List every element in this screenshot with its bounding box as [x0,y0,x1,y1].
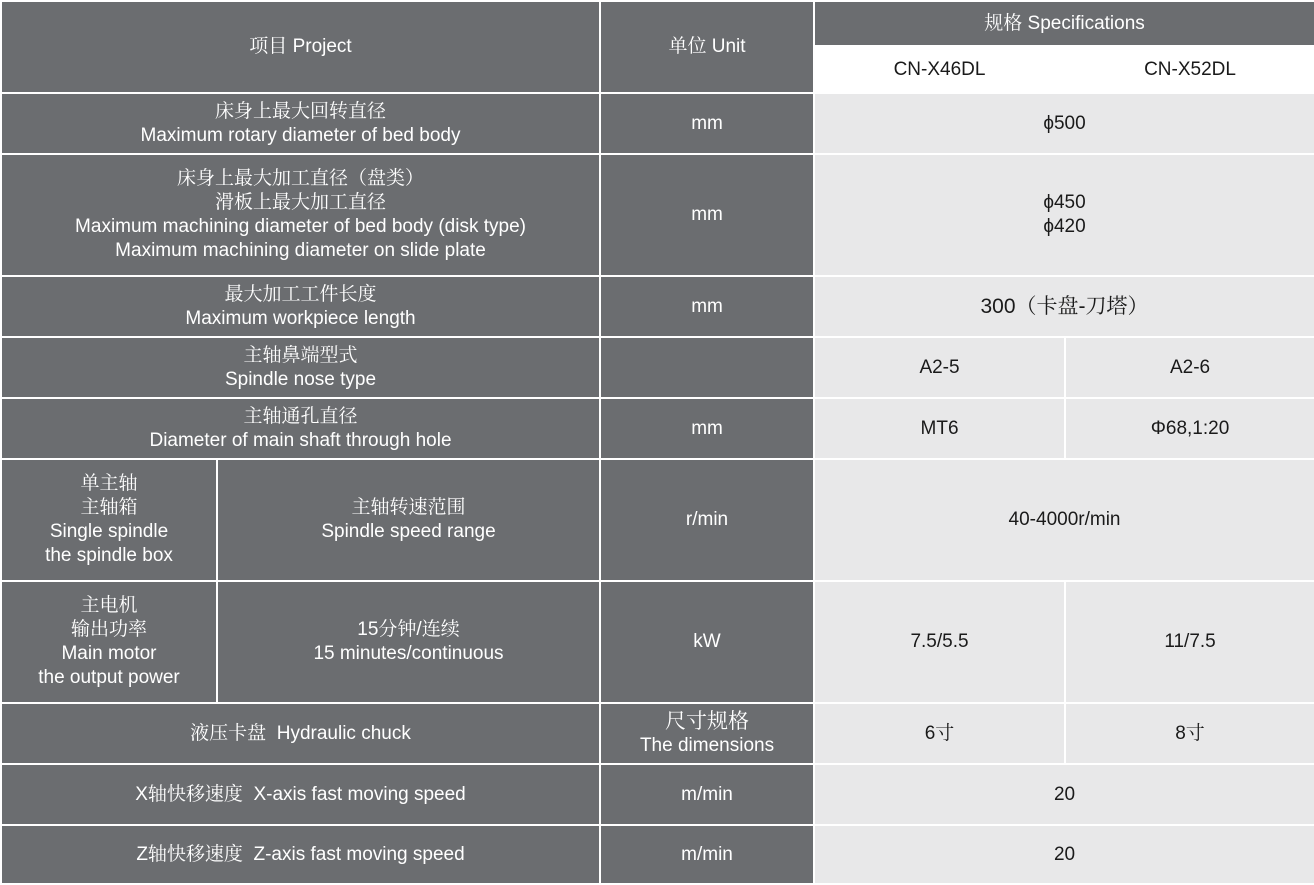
group-cn: 主电机 [80,595,138,616]
label-cn: 主轴转速范围 [351,497,466,518]
value-workpiece-length: 300（卡盘-刀塔） [814,276,1314,337]
value-chuck-x46: 6寸 [814,703,1065,764]
value-line: ϕ420 [1043,216,1086,237]
value-spindle-nose-x52: A2-6 [1065,337,1314,398]
row-spindle-speed [1,459,1314,581]
unit-workpiece-length: mm [600,276,814,337]
row-hydraulic-chuck [1,703,1314,764]
label-en: Maximum machining diameter on slide plate [115,240,486,261]
label-cn: 滑板上最大加工直径 [215,192,387,213]
value-chuck-x52: 8寸 [1065,703,1314,764]
label-rotary-diameter [1,93,600,154]
unit-machining-diameter: mm [600,154,814,276]
label-cn: 主轴通孔直径 [243,405,358,427]
label-cn: 主轴鼻端型式 [243,344,358,366]
unit-through-hole: mm [600,398,814,459]
group-cn: 输出功率 [70,619,147,640]
label-cn: 最大加工工件长度 [224,283,377,305]
unit-x-axis-speed: m/min [600,764,814,825]
label-through-hole [1,398,600,459]
label-spindle-nose [1,337,600,398]
row-through-hole [1,398,1314,459]
model-cn-x52dl: CN-X52DL [1065,46,1314,93]
group-en: the spindle box [45,545,173,566]
value-motor-power-x52: 11/7.5 [1065,581,1314,703]
value-line: ϕ450 [1043,192,1086,213]
group-en: Single spindle [49,521,169,542]
label-cn: 床身上最大加工直径（盘类） [177,168,425,189]
row-x-axis-speed [1,764,1314,825]
unit-en: The dimensions [639,734,775,756]
row-machining-diameter [1,154,1314,276]
header-unit: 单位 Unit [600,1,814,93]
unit-z-axis-speed: m/min [600,825,814,884]
unit-spindle-nose [600,337,814,398]
label-en: Spindle speed range [321,521,496,542]
label-cn: 15分钟/连续 [357,619,460,640]
label-spindle-speed [217,459,600,581]
header-project: 项目 Project [1,1,600,93]
unit-cn: 尺寸规格 [665,709,750,733]
row-motor-power [1,581,1314,703]
label-en: 15 minutes/continuous [313,643,504,664]
unit-motor-power: kW [600,581,814,703]
unit-hydraulic-chuck [600,703,814,764]
label-en: Spindle nose type [224,368,377,390]
label-en: Diameter of main shaft through hole [149,429,452,451]
unit-spindle-speed: r/min [600,459,814,581]
label-machining-diameter [1,154,600,276]
label-hydraulic-chuck: 液压卡盘 Hydraulic chuck [1,703,600,764]
value-spindle-speed: 40-4000r/min [814,459,1314,581]
label-x-axis-speed: X轴快移速度 X-axis fast moving speed [1,764,600,825]
group-single-spindle [1,459,217,581]
value-z-axis-speed: 20 [814,825,1314,884]
value-spindle-nose-x46: A2-5 [814,337,1065,398]
header-row [1,1,1314,46]
label-en: Maximum machining diameter of bed body (disk type) [75,216,526,237]
value-x-axis-speed: 20 [814,764,1314,825]
value-through-hole-x46: MT6 [814,398,1065,459]
label-motor-duty [217,581,600,703]
label-z-axis-speed: Z轴快移速度 Z-axis fast moving speed [1,825,600,884]
group-cn: 单主轴 [80,473,138,494]
value-through-hole-x52: Φ68,1:20 [1065,398,1314,459]
group-en: Main motor [61,643,157,664]
group-en: the output power [38,667,180,688]
row-workpiece-length [1,276,1314,337]
group-main-motor [1,581,217,703]
row-spindle-nose [1,337,1314,398]
group-cn: 主轴箱 [80,497,138,518]
value-rotary-diameter: ϕ500 [814,93,1314,154]
row-z-axis-speed [1,825,1314,884]
value-machining-diameter [814,154,1314,276]
unit-rotary-diameter: mm [600,93,814,154]
label-en: Maximum workpiece length [185,307,416,329]
row-rotary-diameter [1,93,1314,154]
value-motor-power-x46: 7.5/5.5 [814,581,1065,703]
label-workpiece-length [1,276,600,337]
label-en: Maximum rotary diameter of bed body [140,124,461,146]
label-cn: 床身上最大回转直径 [215,100,387,122]
model-cn-x46dl: CN-X46DL [814,46,1065,93]
header-specifications: 规格 Specifications [814,1,1314,46]
